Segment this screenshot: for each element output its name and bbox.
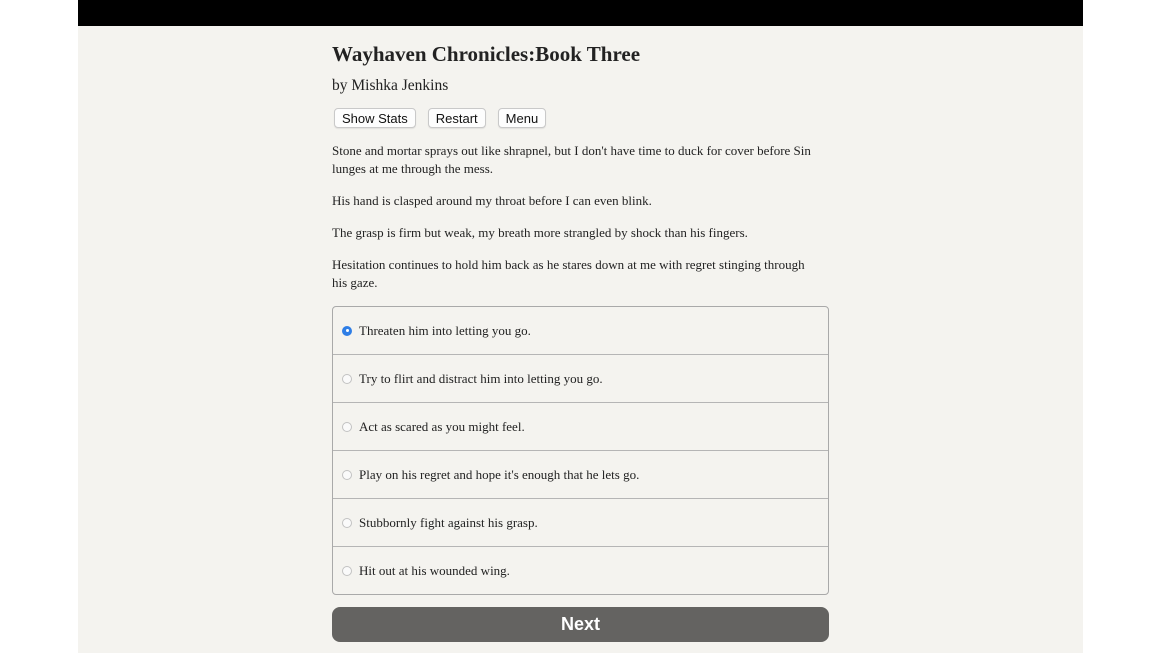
choice-option-threaten[interactable] [333,307,828,355]
choice-label: Stubbornly fight against his grasp. [359,514,538,530]
choice-label: Threaten him into letting you go. [359,322,531,338]
choice-label: Hit out at his wounded wing. [359,562,510,578]
toolbar [334,108,829,128]
choice-label: Try to flirt and distract him into letting you go. [359,370,603,386]
choice-option-hit-wing[interactable] [333,547,828,594]
top-bar [78,0,1083,26]
radio-unselected-icon[interactable] [342,518,352,528]
choice-option-regret[interactable] [333,451,828,499]
restart-button[interactable]: Restart [428,108,486,128]
passage-paragraph: His hand is clasped around my throat before I can even blink. [332,193,652,208]
passage-paragraph: Hesitation continues to hold him back as he stares down at me with regret stinging through his gaze. [332,257,805,290]
game-title: Wayhaven Chronicles:Book Three [332,42,641,66]
choice-option-flirt[interactable] [333,355,828,403]
choice-label: Play on his regret and hope it's enough that he lets go. [359,466,640,482]
story-passage [332,142,829,292]
game-frame [78,0,1083,653]
story-content [332,40,829,642]
radio-unselected-icon[interactable] [342,374,352,384]
radio-unselected-icon[interactable] [342,422,352,432]
choice-option-scared[interactable] [333,403,828,451]
choice-list [332,306,829,595]
passage-paragraph: Stone and mortar sprays out like shrapnel, but I don't have time to duck for cover before Sin lunges at me through the mess. [332,143,811,176]
author-byline: by Mishka Jenkins [332,77,449,94]
menu-button[interactable]: Menu [498,108,547,128]
radio-unselected-icon[interactable] [342,566,352,576]
show-stats-button[interactable]: Show Stats [334,108,416,128]
radio-unselected-icon[interactable] [342,470,352,480]
radio-selected-icon[interactable] [342,326,352,336]
choice-label: Act as scared as you might feel. [359,418,525,434]
next-button[interactable]: Next [332,607,829,642]
passage-paragraph: The grasp is firm but weak, my breath more strangled by shock than his fingers. [332,225,748,240]
choice-option-fight[interactable] [333,499,828,547]
